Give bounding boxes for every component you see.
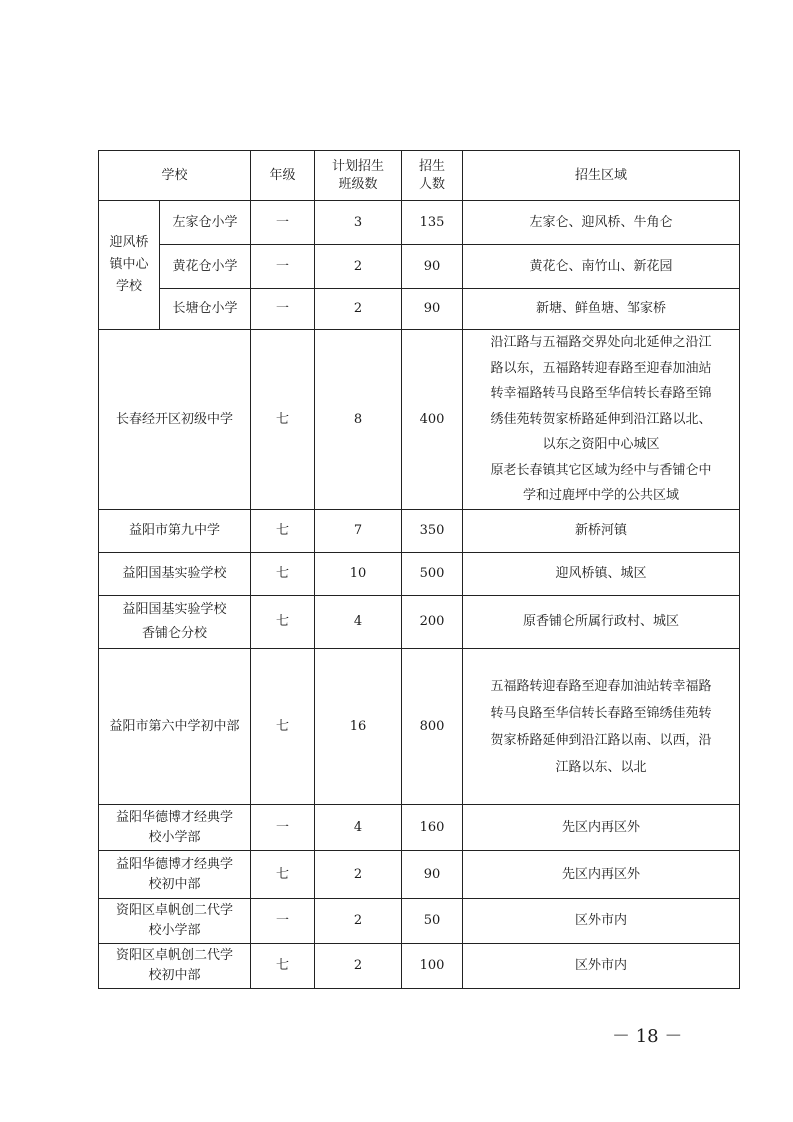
- cell-grade: 一: [251, 245, 315, 289]
- enrollment-table: [98, 150, 740, 989]
- cell-grade: 一: [251, 899, 315, 944]
- cell-students: 400: [402, 330, 463, 510]
- area-line: 以东之资阳中心城区: [542, 437, 660, 453]
- area-line: 五福路转迎春路至迎春加油站转幸福路: [490, 678, 712, 694]
- header-row: [99, 151, 740, 201]
- table-row: [99, 289, 740, 330]
- area-line: 沿江路与五福路交界处向北延伸之沿江: [490, 335, 712, 351]
- cell-school: 黄花仓小学: [160, 245, 251, 289]
- cell-classes: 3: [315, 201, 402, 245]
- cell-grade: 七: [251, 330, 315, 510]
- cell-school: 长塘仓小学: [160, 289, 251, 330]
- table-row: [99, 553, 740, 596]
- cell-area: 新桥河镇: [463, 510, 740, 553]
- cell-school: 益阳国基实验学校: [99, 553, 251, 596]
- cell-classes: 2: [315, 245, 402, 289]
- table-row: [99, 944, 740, 989]
- cell-area: 区外市内: [463, 899, 740, 944]
- cell-classes: 2: [315, 899, 402, 944]
- group-school-name: [99, 201, 160, 330]
- cell-area: 原香铺仑所属行政村、城区: [463, 596, 740, 649]
- area-line: 转马良路至华信转长春路至锦绣佳苑转: [490, 705, 712, 721]
- area-line: 路以东，五福路转迎春路至迎春加油站: [490, 360, 712, 376]
- cell-school: 益阳市第九中学: [99, 510, 251, 553]
- cell-grade: 一: [251, 289, 315, 330]
- cell-grade: 七: [251, 596, 315, 649]
- school-name-line: 资阳区卓帆创二代学: [116, 903, 234, 918]
- cell-students: 90: [402, 289, 463, 330]
- school-name-line: 校小学部: [148, 923, 201, 938]
- cell-area: [463, 330, 740, 510]
- page-number: － 18 －: [612, 1026, 683, 1047]
- cell-students: 350: [402, 510, 463, 553]
- school-name-line: 校初中部: [148, 968, 201, 983]
- cell-students: 500: [402, 553, 463, 596]
- cell-area: 先区内再区外: [463, 805, 740, 851]
- group-name-line: 学校: [115, 279, 142, 294]
- header-classes-line1: 计划招生: [332, 158, 385, 174]
- school-name-line: 校小学部: [148, 829, 201, 845]
- table-row: [99, 851, 740, 899]
- school-name-line: 益阳华德博才经典学: [116, 809, 234, 825]
- cell-classes: 4: [315, 596, 402, 649]
- table-row: [99, 201, 740, 245]
- cell-classes: 2: [315, 944, 402, 989]
- cell-classes: 2: [315, 851, 402, 899]
- header-students: [402, 151, 463, 201]
- cell-students: 90: [402, 245, 463, 289]
- school-name-line: 香铺仑分校: [142, 626, 208, 641]
- area-line: 绣佳苑转贺家桥路延伸到沿江路以北、: [490, 411, 712, 427]
- school-name-line: 资阳区卓帆创二代学: [116, 948, 234, 963]
- cell-grade: 一: [251, 805, 315, 851]
- area-line: 江路以东、以北: [555, 759, 647, 775]
- cell-classes: 7: [315, 510, 402, 553]
- cell-area: 先区内再区外: [463, 851, 740, 899]
- group-name-line: 镇中心: [109, 257, 149, 272]
- cell-area: 新塘、鲜鱼塘、邹家桥: [463, 289, 740, 330]
- header-area: 招生区域: [463, 151, 740, 201]
- cell-classes: 8: [315, 330, 402, 510]
- table-row: [99, 899, 740, 944]
- area-line: 贺家桥路延伸到沿江路以南、以西，沿: [490, 732, 712, 748]
- school-name-line: 校初中部: [148, 876, 201, 892]
- cell-grade: 七: [251, 944, 315, 989]
- cell-grade: 七: [251, 553, 315, 596]
- school-name-line: 益阳华德博才经典学: [116, 856, 234, 872]
- cell-grade: 七: [251, 649, 315, 805]
- cell-grade: 七: [251, 851, 315, 899]
- area-line: 转幸福路转马良路至华信转长春路至锦: [490, 386, 712, 402]
- cell-school: [99, 944, 251, 989]
- cell-school: 长春经开区初级中学: [99, 330, 251, 510]
- cell-classes: 10: [315, 553, 402, 596]
- table-row: [99, 510, 740, 553]
- cell-students: 50: [402, 899, 463, 944]
- table-row: [99, 330, 740, 510]
- cell-grade: 七: [251, 510, 315, 553]
- cell-students: 100: [402, 944, 463, 989]
- cell-school: [99, 805, 251, 851]
- table-row: [99, 596, 740, 649]
- cell-school: 益阳市第六中学初中部: [99, 649, 251, 805]
- table-row: [99, 805, 740, 851]
- cell-area: 左家仑、迎风桥、牛角仑: [463, 201, 740, 245]
- header-students-line1: 招生: [419, 158, 446, 174]
- group-name-line: 迎风桥: [109, 235, 149, 250]
- cell-classes: 2: [315, 289, 402, 330]
- cell-school: 左家仓小学: [160, 201, 251, 245]
- cell-area: 区外市内: [463, 944, 740, 989]
- cell-school: [99, 851, 251, 899]
- header-classes-line2: 班级数: [338, 176, 378, 192]
- header-students-line2: 人数: [419, 176, 446, 192]
- cell-area: [463, 649, 740, 805]
- cell-area: 黄花仑、南竹山、新花园: [463, 245, 740, 289]
- cell-students: 200: [402, 596, 463, 649]
- table-row: [99, 245, 740, 289]
- header-school: 学校: [99, 151, 251, 201]
- cell-school: [99, 596, 251, 649]
- cell-students: 135: [402, 201, 463, 245]
- header-classes: [315, 151, 402, 201]
- area-line: 原老长春镇其它区域为经中与香铺仑中: [490, 462, 712, 478]
- header-grade: 年级: [251, 151, 315, 201]
- cell-grade: 一: [251, 201, 315, 245]
- cell-classes: 4: [315, 805, 402, 851]
- table-row: [99, 649, 740, 805]
- area-line: 学和过鹿坪中学的公共区域: [523, 488, 680, 504]
- school-name-line: 益阳国基实验学校: [122, 602, 227, 617]
- cell-students: 800: [402, 649, 463, 805]
- cell-students: 90: [402, 851, 463, 899]
- cell-school: [99, 899, 251, 944]
- cell-area: 迎风桥镇、城区: [463, 553, 740, 596]
- cell-students: 160: [402, 805, 463, 851]
- cell-classes: 16: [315, 649, 402, 805]
